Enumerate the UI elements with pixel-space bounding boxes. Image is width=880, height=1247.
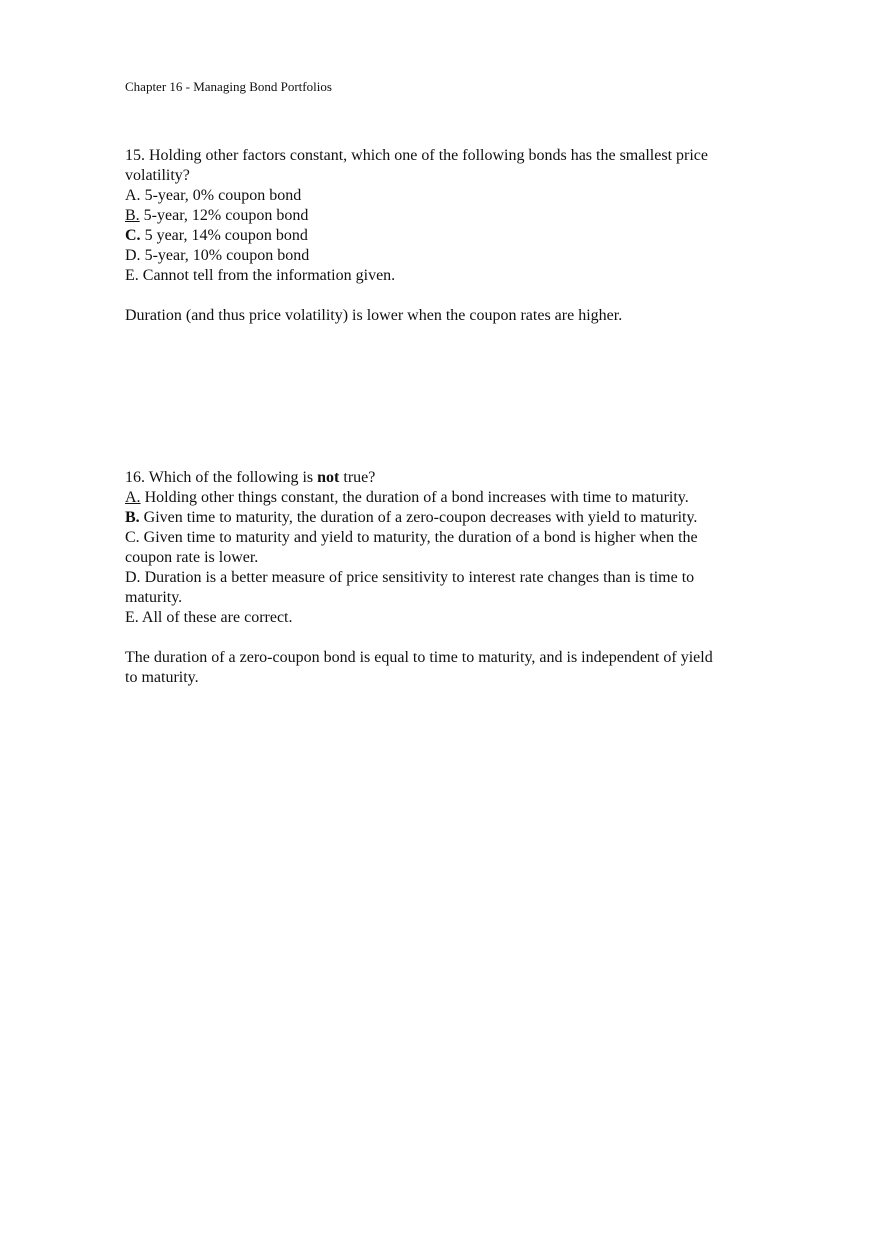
option-text: 5-year, 0% coupon bond xyxy=(144,187,302,204)
option-letter-correct: C. xyxy=(125,227,141,244)
option-letter-marked: B. xyxy=(125,207,140,224)
question-16-explanation-line-1: The duration of a zero-coupon bond is equal to time to maturity, and is independent of yield xyxy=(125,649,713,666)
question-16-stem-emphasis: not xyxy=(317,469,340,486)
question-16-explanation-line-2: to maturity. xyxy=(125,669,199,686)
option-letter: A. xyxy=(125,187,141,204)
question-15-stem-line-1 xyxy=(125,146,775,166)
option-text: Duration is a better measure of price sensitivity to interest rate changes than is time to xyxy=(144,569,695,586)
question-15-option-a xyxy=(125,186,775,206)
question-15-number: 15. xyxy=(125,147,145,164)
question-15-option-b xyxy=(125,206,775,226)
option-letter: C. xyxy=(125,529,140,546)
question-16-option-d-continued: maturity. xyxy=(125,589,183,606)
question-16-option-c xyxy=(125,528,775,548)
question-16-number: 16. xyxy=(125,469,145,486)
option-text: Given time to maturity, the duration of a zero-coupon decreases with yield to maturity. xyxy=(143,509,698,526)
option-letter: E. xyxy=(125,267,139,284)
question-15 xyxy=(125,146,775,326)
question-16-option-e xyxy=(125,608,775,628)
option-letter: D. xyxy=(125,569,141,586)
question-16-option-c-continued: coupon rate is lower. xyxy=(125,549,259,566)
question-15-stem-text: Holding other factors constant, which one of the following bonds has the smallest price xyxy=(149,147,708,164)
question-16-option-b xyxy=(125,508,775,528)
option-text: 5 year, 14% coupon bond xyxy=(144,227,308,244)
option-text: 5-year, 10% coupon bond xyxy=(144,247,310,264)
question-16-stem-after: true? xyxy=(343,469,376,486)
question-16 xyxy=(125,468,775,688)
option-text: Holding other things constant, the duration of a bond increases with time to maturity. xyxy=(144,489,689,506)
question-16-option-d xyxy=(125,568,775,588)
question-16-stem-before: Which of the following is xyxy=(148,469,314,486)
question-16-option-a xyxy=(125,488,775,508)
option-letter-marked: A. xyxy=(125,489,141,506)
question-15-option-d xyxy=(125,246,775,266)
question-16-stem xyxy=(125,468,775,488)
option-letter-correct: B. xyxy=(125,509,140,526)
question-15-option-e xyxy=(125,266,775,286)
question-15-explanation: Duration (and thus price volatility) is lower when the coupon rates are higher. xyxy=(125,307,623,324)
option-letter: D. xyxy=(125,247,141,264)
page-header: Chapter 16 - Managing Bond Portfolios xyxy=(125,79,332,94)
question-15-option-c xyxy=(125,226,775,246)
option-text: Cannot tell from the information given. xyxy=(142,267,396,284)
option-letter: E. xyxy=(125,609,139,626)
option-text: Given time to maturity and yield to maturity, the duration of a bond is higher when the xyxy=(143,529,698,546)
option-text: 5-year, 12% coupon bond xyxy=(143,207,309,224)
question-15-stem-line-2: volatility? xyxy=(125,167,190,184)
option-text: All of these are correct. xyxy=(141,609,293,626)
